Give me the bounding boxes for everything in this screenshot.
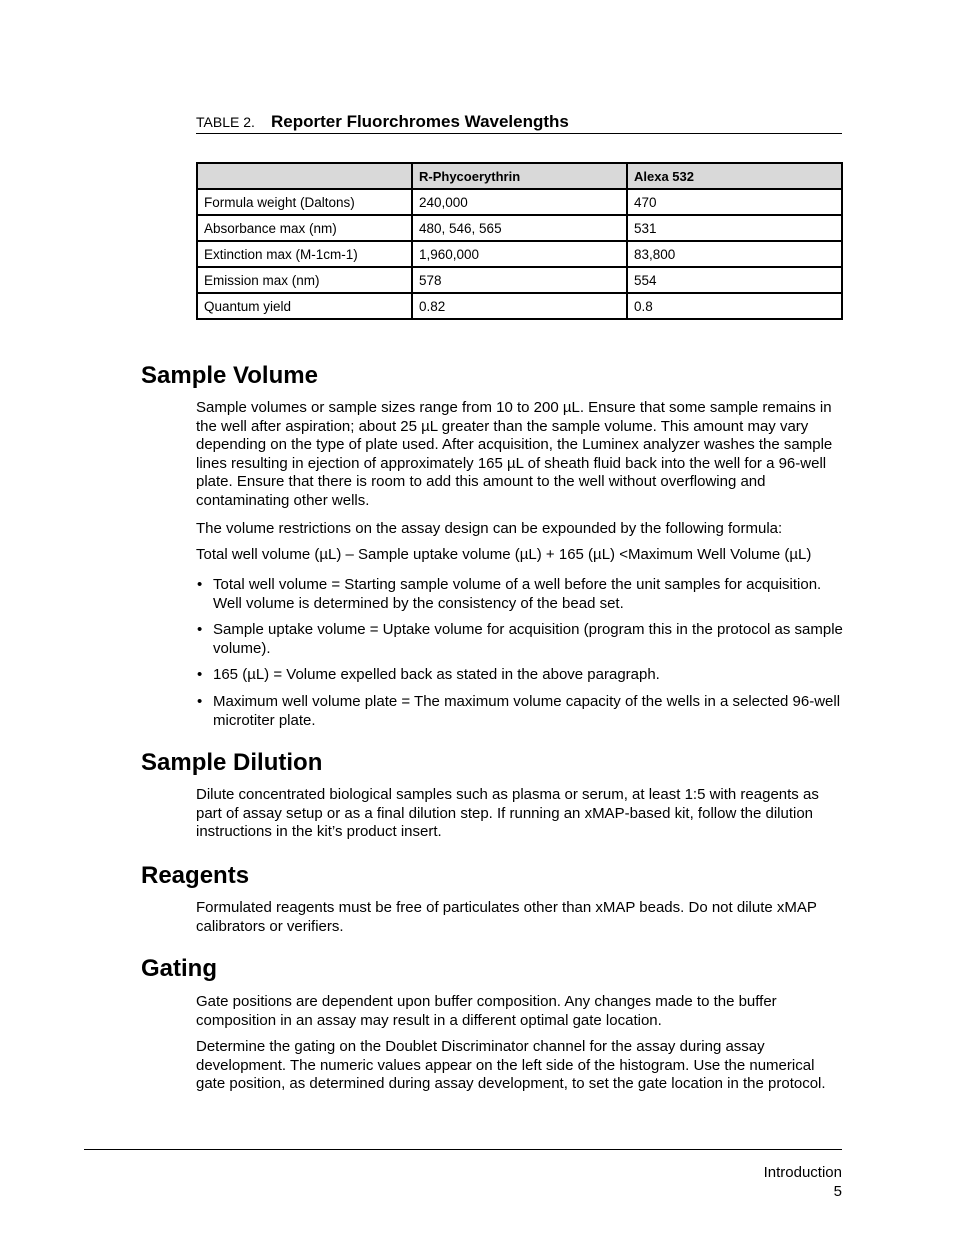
list-item: [196, 693, 844, 730]
table-row: [197, 267, 842, 293]
list-item-text: Sample uptake volume = Uptake volume for acquisition (program this in the protocol as sample volume).: [213, 621, 843, 657]
table-cell: Quantum yield: [197, 293, 412, 319]
sample-volume-paragraph: Sample volumes or sample sizes range from 10 to 200 µL. Ensure that some sample remains in the well after aspiration; about 25 µL greater than the sample volume. This amount may vary depending on the type of plate used. After acquisition, the Luminex analyzer washes the sample lines resulting in ejection of approximately 165 µL of sheath fluid back into the well for a 96-well plate. Ensure that there is room to add this amount to the well without overflowing and contaminating other wells.: [196, 399, 833, 509]
table-row: [197, 189, 842, 215]
table-cell: Emission max (nm): [197, 267, 412, 293]
sample-dilution-paragraph: Dilute concentrated biological samples such as plasma or serum, at least 1:5 with reagents as part of assay setup or as a final dilution step. If running an xMAP-based kit, follow the dilution instructions in the kit’s product insert.: [196, 786, 819, 841]
heading-sample-volume: Sample Volume: [141, 362, 318, 389]
gating-paragraph: Gate positions are dependent upon buffer composition. Any changes made to the buffer composition in an assay may result in a different optimal gate location.: [196, 993, 777, 1029]
table-cell: 240,000: [412, 189, 627, 215]
heading-sample-dilution: Sample Dilution: [141, 749, 323, 776]
bullet-icon: •: [197, 666, 203, 684]
bullet-icon: •: [197, 692, 203, 710]
footer-section-name: Introduction: [763, 1164, 842, 1181]
table-cell: 0.82: [412, 293, 627, 319]
list-item-text: Maximum well volume plate = The maximum volume capacity of the wells in a selected 96-well microtiter plate.: [213, 692, 841, 729]
list-item: [196, 576, 844, 613]
volume-definitions-list: [196, 576, 844, 738]
list-item-text: Total well volume = Starting sample volume of a well before the unit samples for acquisition. Well volume is determined by the consistency of the bead set.: [213, 576, 822, 612]
bullet-icon: •: [197, 621, 203, 639]
table-row: [197, 293, 842, 319]
table-cell: 578: [412, 267, 627, 293]
heading-reagents: Reagents: [141, 862, 250, 889]
table-cell: Absorbance max (nm): [197, 215, 412, 241]
bullet-icon: •: [197, 576, 203, 593]
table-cell: 0.8: [627, 293, 842, 319]
table-cell: Formula weight (Daltons): [197, 189, 412, 215]
fluorochrome-table: [196, 162, 843, 320]
heading-gating: Gating: [141, 955, 217, 982]
table-header-row: [197, 163, 842, 189]
list-item: [196, 666, 844, 685]
table-cell: 531: [627, 215, 842, 241]
table-cell: 554: [627, 267, 842, 293]
table-row: [197, 241, 842, 267]
sample-volume-paragraph: The volume restrictions on the assay design can be expounded by the following formula:: [196, 520, 783, 537]
gating-paragraph: Determine the gating on the Doublet Discriminator channel for the assay during assay development. The numeric values appear on the left side of the histogram. Use the numerical gate position, as determined during assay development, to set the gate location in the protocol.: [196, 1038, 826, 1093]
table-cell: 470: [627, 189, 842, 215]
table-cell: 1,960,000: [412, 241, 627, 267]
table-title: Reporter Fluorchromes Wavelengths: [271, 112, 569, 131]
table-cell: 83,800: [627, 241, 842, 267]
table-cell: 480, 546, 565: [412, 215, 627, 241]
volume-formula: Total well volume (µL) – Sample uptake volume (µL) + 165 (µL) <Maximum Well Volume (µL): [196, 546, 812, 563]
list-item: [196, 621, 844, 658]
table-cell: Extinction max (M-1cm-1): [197, 241, 412, 267]
list-item-text: 165 (µL) = Volume expelled back as stated in the above paragraph.: [213, 666, 660, 684]
table-caption: [196, 110, 842, 134]
table-row: [197, 215, 842, 241]
table-header-cell: [197, 163, 412, 189]
reagents-paragraph: Formulated reagents must be free of particulates other than xMAP beads. Do not dilute xMAP calibrators or verifiers.: [196, 899, 817, 935]
table-header-cell: Alexa 532: [627, 163, 842, 189]
page-number: 5: [833, 1183, 842, 1200]
table-header-cell: R-Phycoerythrin: [412, 163, 627, 189]
footer-divider: [84, 1149, 842, 1150]
table-number: TABLE 2.: [196, 114, 255, 130]
